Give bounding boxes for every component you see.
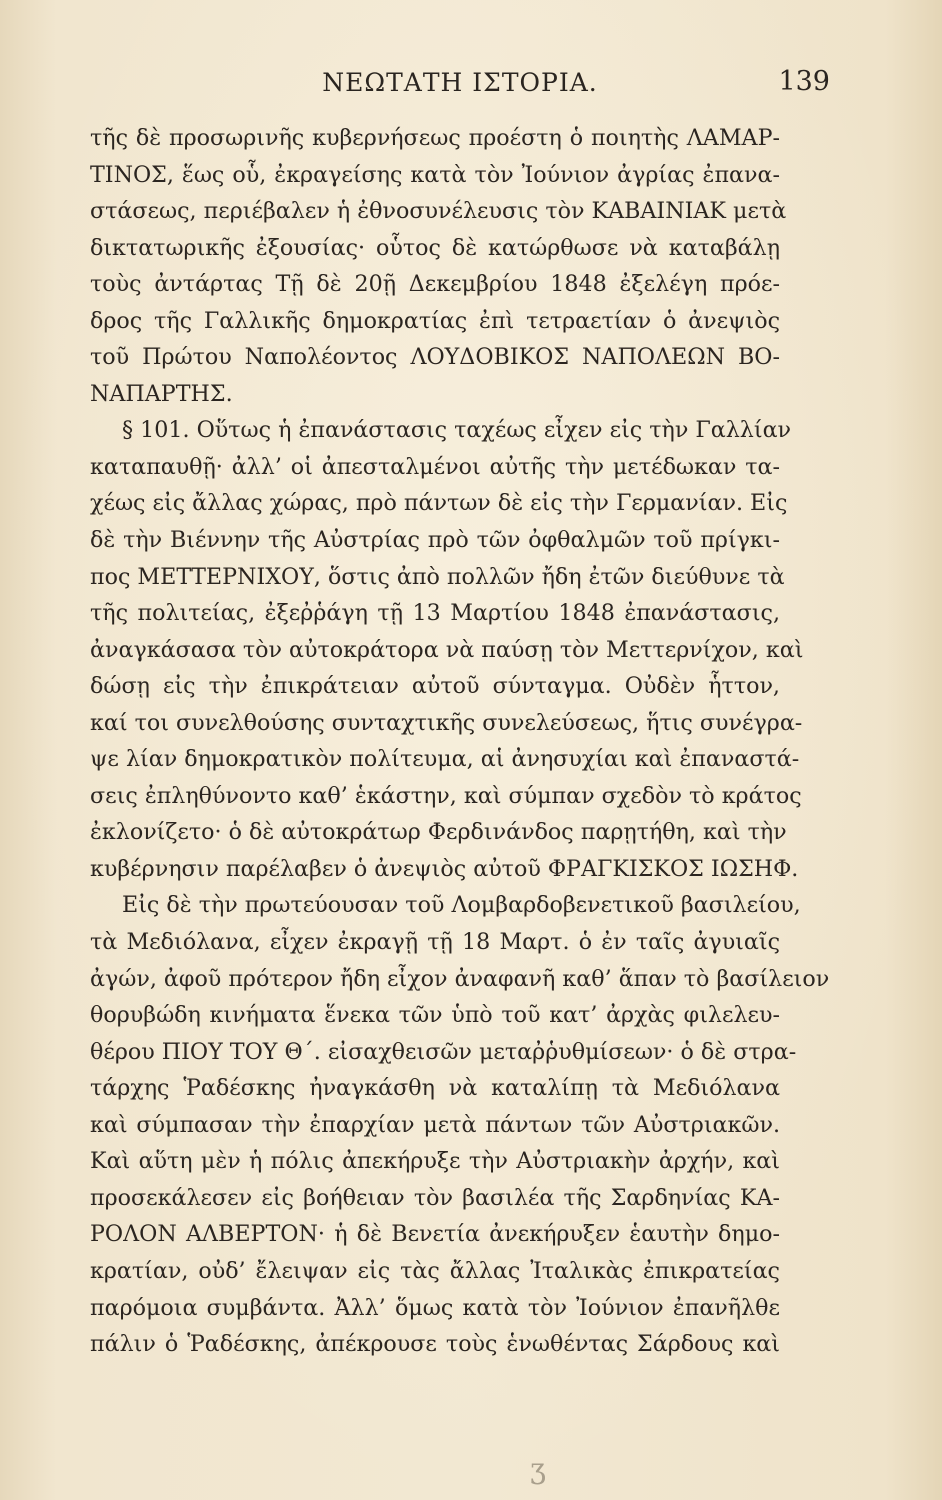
text-line: τάρχης Ῥαδέσκης ἠναγκάσθη νὰ καταλίπῃ τὰ Μεδιόλανα bbox=[90, 1075, 780, 1102]
text-line: πάλιν ὁ Ῥαδέσκης, ἀπέκρουσε τοὺς ἑνωθέντας Σάρδους καὶ bbox=[90, 1331, 780, 1358]
ink-mark-icon: ʒ bbox=[530, 1452, 546, 1485]
text-line: ΝΑΠΑΡΤΗΣ. bbox=[90, 380, 233, 407]
text-line: Καὶ αὕτη μὲν ἡ πόλις ἀπεκήρυξε τὴν Αὐστριακὴν ἀρχήν, καὶ bbox=[90, 1148, 780, 1175]
text-line: προσεκάλεσεν εἰς βοήθειαν τὸν βασιλέα τῆς Σαρδηνίας ΚΑ- bbox=[90, 1184, 780, 1211]
text-line: ΤΙΝΟΣ, ἕως οὗ, ἐκραγείσης κατὰ τὸν Ἰούνιον ἀγρίας ἐπανα- bbox=[90, 161, 780, 188]
text-line: τὰ Μεδιόλανα, εἶχεν ἐκραγῇ τῇ 18 Μαρτ. ὁ ἐν ταῖς ἀγυιαῖς bbox=[90, 929, 780, 956]
page-header bbox=[90, 62, 830, 102]
text-line: τῆς δὲ προσωρινῆς κυβερνήσεως προέστη ὁ ποιητὴς ΛΑΜΑΡ- bbox=[90, 125, 780, 151]
text-line: χέως εἰς ἄλλας χώρας, πρὸ πάντων δὲ εἰς τὴν Γερμανίαν. Εἰς bbox=[90, 490, 788, 517]
text-line: τῆς πολιτείας, ἐξεῤῥάγη τῇ 13 Μαρτίου 1848 ἐπανάστασις, bbox=[90, 600, 780, 627]
text-line: κρατίαν, οὐδ’ ἔλειψαν εἰς τὰς ἄλλας Ἰταλικὰς ἐπικρατείας bbox=[90, 1257, 780, 1284]
text-line: θέρου ΠΙΟΥ ΤΟΥ Θ΄. εἰσαχθεισῶν μεταῤῥυθμίσεων· ὁ δὲ στρα- bbox=[90, 1038, 797, 1065]
text-line: τοῦ Πρώτου Ναπολέοντος ΛΟΥΔΟΒΙΚΟΣ ΝΑΠΟΛΕΩΝ ΒΟ- bbox=[90, 344, 780, 371]
text-line: δώσῃ εἰς τὴν ἐπικράτειαν αὐτοῦ σύνταγμα. Οὐδὲν ἧττον, bbox=[90, 673, 780, 700]
text-line: δὲ τὴν Βιέννην τῆς Αὐστρίας πρὸ τῶν ὀφθαλμῶν τοῦ πρίγκι- bbox=[90, 527, 780, 554]
text-line: πος ΜΕΤΤΕΡΝΙΧΟΥ, ὅστις ἀπὸ πολλῶν ἤδη ἐτῶν διεύθυνε τὰ bbox=[90, 563, 785, 590]
text-line: κυβέρνησιν παρέλαβεν ὁ ἀνεψιὸς αὐτοῦ ΦΡΑΓΚΙΣΚΟΣ ΙΩΣΗΦ. bbox=[90, 855, 799, 882]
text-line: θορυβώδη κινήματα ἕνεκα τῶν ὑπὸ τοῦ κατ’ ἀρχὰς φιλελευ- bbox=[90, 1002, 780, 1029]
text-line: ἐκλονίζετο· ὁ δὲ αὐτοκράτωρ Φερδινάνδος παρῃτήθη, καὶ τὴν bbox=[90, 819, 787, 846]
running-title: ΝΕΩΤΑΤΗ ΙΣΤΟΡΙΑ. bbox=[322, 68, 598, 97]
text-line: καὶ σύμπασαν τὴν ἐπαρχίαν μετὰ πάντων τῶν Αὐστριακῶν. bbox=[90, 1111, 780, 1138]
text-line: παρόμοια συμβάντα. Ἀλλ’ ὅμως κατὰ τὸν Ἰούνιον ἐπανῆλθε bbox=[90, 1294, 780, 1321]
text-line: καί τοι συνελθούσης συνταχτικῆς συνελεύσεως, ἥτις συνέγρα- bbox=[90, 709, 803, 736]
page-number: 139 bbox=[778, 66, 830, 97]
paragraph-start: Εἰς δὲ τὴν πρωτεύουσαν τοῦ Λομβαρδοβενετικοῦ βασιλείου, bbox=[122, 892, 801, 919]
text-line: στάσεως, περιέβαλεν ἡ ἐθνοσυνέλευσις τὸν ΚΑΒΑΙΝΙΑΚ μετὰ bbox=[90, 198, 787, 225]
section-101-start: § 101. Οὕτως ἡ ἐπανάστασις ταχέως εἶχεν εἰς τὴν Γαλλίαν bbox=[122, 417, 792, 444]
text-line: ΡΟΛΟΝ ΑΛΒΕΡΤΟΝ· ἡ δὲ Βενετία ἀνεκήρυξεν ἑαυτὴν δημο- bbox=[90, 1221, 780, 1248]
text-line: σεις ἐπληθύνοντο καθ’ ἑκάστην, καὶ σύμπαν σχεδὸν τὸ κράτος bbox=[90, 782, 802, 809]
text-line: καταπαυθῇ· ἀλλ’ οἱ ἀπεσταλμένοι αὐτῆς τὴν μετέδωκαν τα- bbox=[90, 453, 780, 480]
text-line: ψε λίαν δημοκρατικὸν πολίτευμα, αἱ ἀνησυχίαι καὶ ἐπαναστά- bbox=[90, 746, 800, 773]
text-line: ἀναγκάσασα τὸν αὐτοκράτορα νὰ παύσῃ τὸν Μεττερνίχον, καὶ bbox=[90, 636, 804, 663]
text-line: δρος τῆς Γαλλικῆς δημοκρατίας ἐπὶ τετραετίαν ὁ ἀνεψιὸς bbox=[90, 307, 780, 334]
text-line: ἀγών, ἀφοῦ πρότερον ἤδη εἶχον ἀναφανῆ καθ’ ἅπαν τὸ βασίλειον bbox=[90, 965, 830, 992]
text-line: δικτατωρικῆς ἐξουσίας· οὗτος δὲ κατώρθωσε νὰ καταβάλῃ bbox=[90, 234, 780, 261]
body-text bbox=[90, 120, 830, 1363]
text-line: τοὺς ἀντάρτας Τῇ δὲ 20ῇ Δεκεμβρίου 1848 ἐξελέγη πρόε- bbox=[90, 271, 780, 298]
